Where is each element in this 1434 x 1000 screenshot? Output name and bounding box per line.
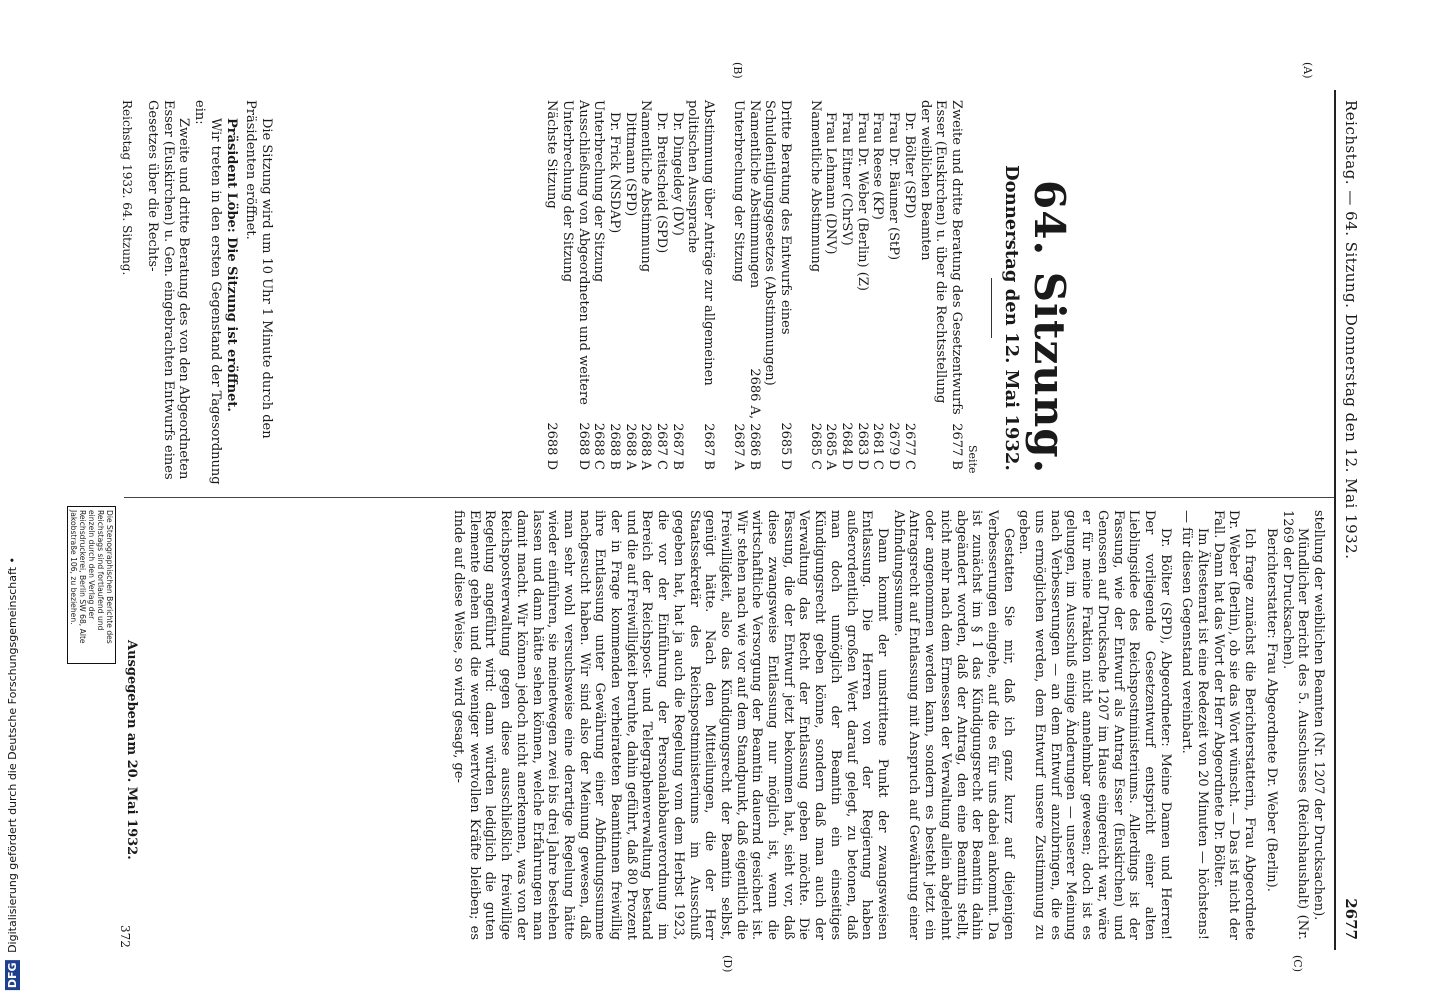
release-date: Ausgegeben am 20. Mai 1932. [124,640,139,860]
toc-entry [901,100,917,470]
speech-paragraph: Dann kommt der umstrittene Punkt der zwangsweisen Entlassung. Die Herren von der Regierung haben außerordentlich großen Wert darauf gelegt, zu betonen, daß man doch unmöglich der Beamtin ein einseitiges Kündigungsrecht geben könne, sondern daß man auch der Verwaltung das Recht der Entlassung geben möchte. Die Fassung, die der Entwurf jetzt bekommen hat, sieht vor, daß diese zwangsweise Entlassung nur möglich ist, wenn die wirtschaftliche Versorgung der Beamtin dauernd gesichert ist. Wir stehen nach wie vor auf dem Standpunkt, daß eigentlich die Freiwilligkeit, also das Kündigungsrecht der Beamtin selbst, genügt hätte. Nach den Mitteilungen, die der Herr Staatssekretär des Reichspostministeriums im Ausschuß gegeben hat, hat ja auch die Regelung vom dem Herbst 1923, die vor der Einführung der Personalabbauverordnung im Bereich der Reichspost- und Telegraphenverwaltung bestand und die auf Freiwilligkeit beruhte, dahin geführt, daß 80 Prozent der in Frage kommenden verheirateten Beamtinnen freiwillig ihre Entlassung unter Gewährung einer Abfindungssumme nachgesucht haben. Wir sind also der Meinung gewesen, daß man sehr wohl versuchsweise eine derartige Regelung hätte wieder einführen, sie meinetwegen zwei bis drei Jahre bestehen lassen und dann hätte sehen können, welche Erfahrungen man damit macht. Wir können jedoch nicht anerkennen, was von der Reichspostverwaltung gegen diese ausschließlich freiwillige Regelung angeführt wird: dann würden lediglich die guten Elemente gehen und die weniger wertvollen Kräfte bleiben; es finde auf diese Weise, so wird gesagt, ge- [451,510,891,940]
toc-entry-page: 2687 B [669,423,685,470]
toc-entry [762,100,793,470]
toc-entry [746,100,762,470]
page-number: 2677 [1342,898,1360,940]
dfg-logo: DFG [6,962,19,988]
toc-entry-page: 2688 C [591,422,607,470]
toc-entry-text: Abstimmung über Anträge zur allgemeinen politischen Aussprache [685,100,717,386]
toc-entry [653,100,669,470]
toc-entry-text: Zweite und dritte Beratung des Gesetzentwurfs Esser (Euskirchen) u. über die Rechtsstellung der weiblichen Beamten [917,100,964,415]
toc-entry-text: Dittmann (SPD) [622,112,638,217]
scan-credit-text: Digitalisierung gefördert durch die Deutsche Forschungsgemeinschaft • [6,556,19,953]
toc-entry [685,100,716,470]
toc-entry-text: Frau Lehmann (DNV) [823,112,839,255]
toc-entry [823,100,839,470]
toc-entry-text: Dr. Frick (NSDAP) [606,112,622,234]
scan-credit-bar [0,0,20,1000]
toc-entry [885,100,901,470]
speech-paragraph: Ich frage zunächst die Berichterstatterin, Frau Abgeordnete Dr. Weber (Berlin), ob sie das Wort wünscht. — Das ist nicht der Fall. Dann hat das Wort der Herr Abgeordnete Dr. Bölter. [1210,510,1258,940]
opening-text [144,100,274,485]
session-title: 64. Sitzung. [1025,180,1074,475]
toc-entry [591,100,607,470]
toc-entry-page: 2687 A [730,423,746,470]
toc-entry-page: 2688 A [638,423,654,470]
opening-line-1: Die Sitzung wird um 10 Uhr 1 Minute durch den Präsidenten eröffnet. [243,100,274,439]
toc-entry-page: 2688 B [606,423,622,470]
toc-entry [559,100,590,470]
toc-entry-text: Ausschließung von Abgeordneten und weitere Unterbrechung der Sitzung [559,100,591,405]
toc-entry [730,100,746,470]
toc-entry [838,100,854,470]
toc-entry-page: 2686 A, 2686 B [746,368,762,470]
toc-entry-text: Frau Eitner (ChrSV) [839,112,855,246]
toc-entry [917,100,964,470]
toc-entry-page: 2687 C [654,422,670,470]
toc-entry-page: 2679 D [886,422,902,470]
toc-entry-text: Dr. Breitscheid (SPD) [654,112,670,254]
toc-entry-text: Dritte Beratung des Entwurfs eines Schuldentilgungsgesetzes (Abstimmungen) [762,100,793,386]
speech-paragraph: Berichterstatter: Frau Abgeordnete Dr. Weber (Berlin). [1263,528,1279,892]
toc-entry-page: 2688 A [622,423,638,470]
toc-entry-text: Dr. Dingeldey (DV) [669,112,685,236]
toc-entry-page: 2687 B [701,423,717,470]
toc-entry-text: Frau Dr. Weber (Berlin) (Z) [854,112,870,291]
margin-marker-a: (A) [1301,62,1314,79]
toc-entry-text: Frau Reese (KP) [870,112,886,220]
header-rule [1334,90,1336,950]
toc-entry [622,100,638,470]
toc-entry-page: 2683 D [854,422,870,470]
toc-entry [807,100,823,470]
session-date: Donnerstag den 12. Mai 1932. [1001,165,1022,471]
toc-entry-page: 2685 A [823,423,839,470]
toc-entry [854,100,870,470]
toc-entry-text: Unterbrechung der Sitzung [591,100,607,283]
agenda-line: Wir treten in den ersten Gegenstand der Tagesordnung ein: [192,100,223,485]
speech-paragraph: Im Ältestenrat ist eine Redezeit von 20 Minuten — höchstens! — für diesen Gegenstand vereinbart. [1179,510,1211,940]
title-rule [991,278,992,338]
session-footer: Reichstag 1932. 64. Sitzung. [120,100,134,276]
toc-entry-text: Nächste Sitzung [544,100,560,209]
toc-entry-page: 2677 C [901,422,917,470]
speech-paragraph: stellung der weiblichen Beamten (Nr. 1207 der Drucksachen). [1311,510,1326,921]
running-header [1334,100,1360,940]
seite-label: Seite [966,445,979,474]
toc-entry [638,100,654,470]
toc-entry-page: 2685 C [807,422,823,470]
toc-entry-text: Unterbrechung der Sitzung [730,100,746,283]
toc-entry-text: Frau Dr. Bäumer (StP) [886,112,902,261]
speech-paragraph: Gestatten Sie mir, daß ich ganz kurz auf diejenigen Verbesserungen eingehe, auf die es für uns dabei ankommt. Da ist zunächst im § 1 das Kündigungsrecht der Beamtin dahin abgeändert worden, daß der Antrag, den eine Beamtin stellt, nicht mehr nach dem Ermessen der Verwaltung allein abgelehnt oder angenommen werden kann, sondern es besteht jetzt ein Antragsrecht auf Entlassung mit Anspruch auf Gewährung einer Abfindungssumme. [890,510,1016,940]
toc-entry-text: Namentliche Abstimmungen [746,100,762,289]
toc-entry [669,100,685,470]
publication-notice: Die Stenographischen Berichte des Reichstags sind fortlaufend und einzeln durch den Verlag der Reichsdruckerei, Berlin SW 68, Alte Jakobstraße 106, zu beziehen. [67,506,116,664]
agenda-item: Zweite und dritte Beratung des von den Abgeordneten Esser (Euskirchen) u. Gen. eingebrachten Entwurfs eines Gesetzes über die Rechts- [145,100,192,480]
sheet-number: 372 [118,925,132,948]
margin-marker-d: (D) [721,955,734,973]
toc-entry-page: 2688 D [544,422,560,470]
table-of-contents [543,100,964,470]
speech-paragraph: Dr. Bölter (SPD), Abgeordneter: Meine Damen und Herren! Der vorliegende Gesetzentwurf entspricht einer alten Lieblingsidee des Reichspostministeriums. Allerdings ist der Fassung, wie der Entwurf als Antrag Esser (Euskirchen) und Genossen auf Drucksache 1207 im Hause eingereicht war, wäre er für meine Fraktion nicht annehmbar gewesen; doch ist es gelungen, im Ausschuß einige Änderungen — unserer Meinung nach Verbesserungen — an dem Entwurf anzubringen, die es uns ermöglichen werden, dem Entwurf unsere Zustimmung zu geben. [1016,510,1173,940]
scan-credit [5,557,20,990]
toc-entry-text: Dr. Bölter (SPD) [901,112,917,219]
column-divider [124,497,1334,498]
toc-entry [870,100,886,470]
toc-entry-text: Namentliche Abstimmung [807,100,823,273]
margin-marker-c: (C) [1291,955,1304,972]
toc-entry-page: 2684 D [839,422,855,470]
toc-entry [606,100,622,470]
toc-entry [543,100,559,470]
president-line: Präsident Löbe: Die Sitzung ist eröffnet. [223,118,239,412]
speech-paragraph: Mündlicher Bericht des 5. Ausschusses (Reichshaushalt) (Nr. 1269 der Drucksachen). [1279,510,1311,940]
right-column-text [450,510,1326,940]
running-title: Reichstag. — 64. Sitzung. Donnerstag den 12. Mai 1932. [1342,100,1360,560]
toc-entry-page: 2688 D [575,422,591,470]
toc-entry-page: 2685 D [777,422,793,470]
margin-marker-b: (B) [731,62,744,79]
toc-entry-page: 2681 C [870,422,886,470]
toc-entry-page: 2677 B [949,423,964,470]
toc-entry-text: Namentliche Abstimmung [638,100,654,273]
